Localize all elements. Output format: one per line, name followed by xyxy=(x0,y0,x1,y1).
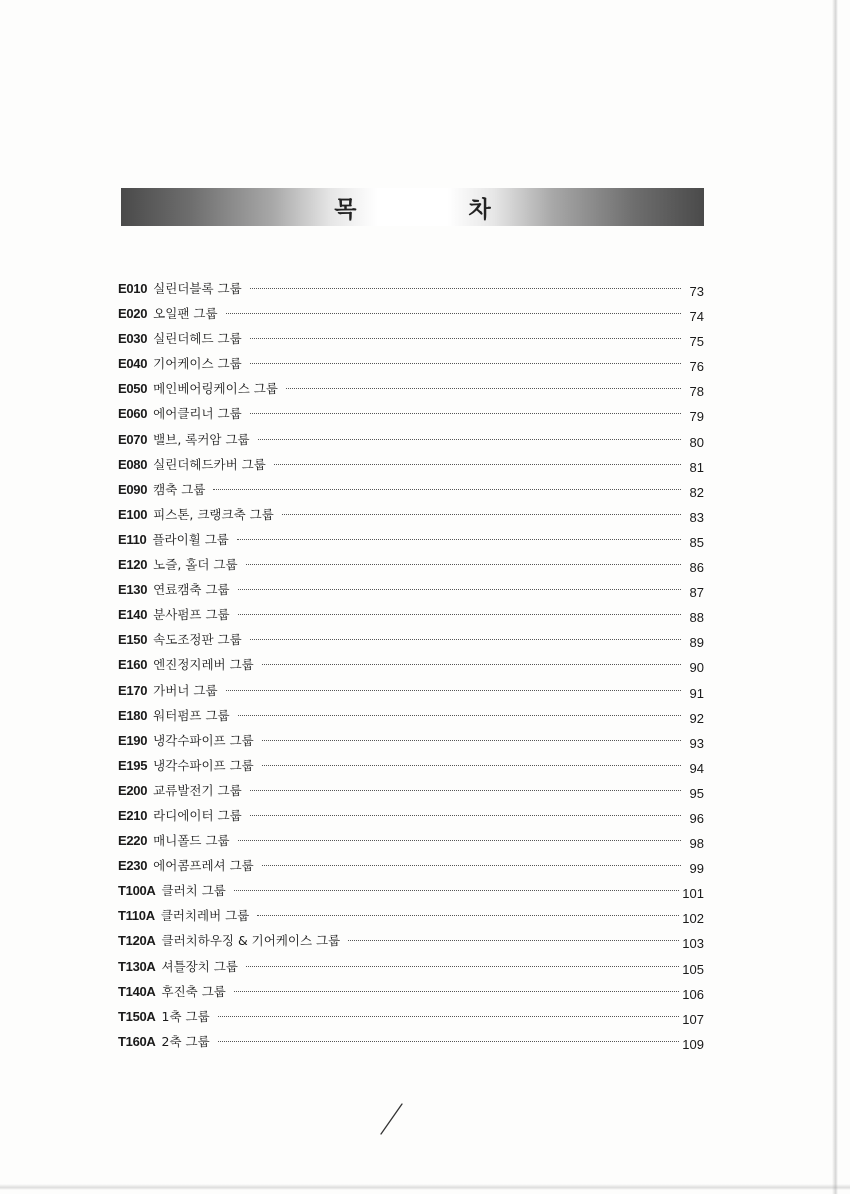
dot-leader xyxy=(218,1016,680,1017)
toc-entry xyxy=(118,728,704,753)
toc-entry xyxy=(118,703,704,728)
page-title: 목 차 xyxy=(334,196,543,223)
toc-entry xyxy=(118,627,704,652)
dot-leader xyxy=(262,765,681,766)
toc-entry-code: T160A xyxy=(118,1033,156,1049)
toc-entry-code: E160 xyxy=(118,657,148,673)
toc-entry-page: 102 xyxy=(682,911,704,927)
toc-entry-page: 99 xyxy=(689,861,704,877)
dot-leader xyxy=(250,288,681,289)
toc-entry-title: 오일팬 그룹 xyxy=(153,306,218,322)
toc-entry-code: T130A xyxy=(118,958,156,974)
toc-entry xyxy=(118,477,704,502)
toc-entry-page: 74 xyxy=(689,309,704,325)
toc-entry-title: 실린더블록 그룹 xyxy=(153,281,242,296)
scan-edge-right xyxy=(832,0,838,1194)
toc-entry xyxy=(118,828,704,853)
toc-entry-code: E090 xyxy=(118,481,148,497)
toc-entry-title: 속도조정판 그룹 xyxy=(153,632,242,648)
toc-entry xyxy=(118,452,704,477)
toc-entry-code: E020 xyxy=(118,306,148,322)
toc-entry xyxy=(118,652,704,677)
toc-entry-page: 103 xyxy=(682,936,704,952)
toc-entry-page: 79 xyxy=(689,409,704,425)
toc-entry xyxy=(118,1029,704,1054)
toc-entry-title: 매니폴드 그룹 xyxy=(153,833,230,849)
toc-entry-page: 80 xyxy=(689,434,704,450)
toc-entry xyxy=(118,928,704,953)
toc-entry-code: E130 xyxy=(118,582,148,598)
table-of-contents xyxy=(118,276,704,1054)
dot-leader xyxy=(226,690,681,691)
toc-entry-code: E050 xyxy=(118,381,148,397)
dot-leader xyxy=(234,991,679,992)
title-banner xyxy=(121,188,704,226)
toc-entry xyxy=(118,376,704,401)
toc-entry-code: E030 xyxy=(118,331,148,347)
toc-entry-title: 실린더헤드카버 그룹 xyxy=(153,456,266,472)
toc-entry-code: E150 xyxy=(118,632,148,648)
toc-entry-title: 엔진정지레버 그룹 xyxy=(153,657,254,673)
dot-leader xyxy=(238,715,681,716)
toc-entry xyxy=(118,753,704,778)
toc-entry-page: 83 xyxy=(689,509,704,525)
dot-leader xyxy=(348,940,679,941)
toc-entry-title: 연료캠축 그룹 xyxy=(153,582,230,598)
toc-entry xyxy=(118,903,704,928)
toc-entry-title: 가버너 그룹 xyxy=(153,682,218,698)
dot-leader xyxy=(250,790,681,791)
toc-entry-title: 2축 그룹 xyxy=(161,1033,210,1049)
toc-entry-code: T110A xyxy=(118,908,155,924)
toc-entry-page: 101 xyxy=(682,886,704,902)
toc-entry xyxy=(118,427,704,452)
toc-entry-title: 셔틀장치 그룹 xyxy=(161,958,238,974)
toc-entry-page: 85 xyxy=(689,534,704,550)
dot-leader xyxy=(238,840,681,841)
toc-entry-page: 106 xyxy=(682,986,704,1002)
dot-leader xyxy=(250,815,681,816)
toc-entry xyxy=(118,1004,704,1029)
toc-entry xyxy=(118,853,704,878)
toc-entry-title: 캠축 그룹 xyxy=(153,481,206,497)
toc-entry xyxy=(118,803,704,828)
toc-entry-code: E190 xyxy=(118,732,148,748)
toc-entry-page: 76 xyxy=(689,359,704,375)
toc-entry-code: E010 xyxy=(118,281,148,296)
toc-entry-code: E180 xyxy=(118,707,148,723)
dot-leader xyxy=(250,639,681,640)
dot-leader xyxy=(250,413,681,414)
toc-entry xyxy=(118,276,704,301)
toc-entry-page: 92 xyxy=(689,710,704,726)
toc-entry-title: 1축 그룹 xyxy=(161,1008,210,1024)
toc-entry-title: 메인베어링케이스 그룹 xyxy=(153,381,278,397)
toc-entry xyxy=(118,678,704,703)
toc-entry-page: 87 xyxy=(689,585,704,601)
toc-entry-title: 후진축 그룹 xyxy=(161,983,226,999)
dot-leader xyxy=(274,464,681,465)
toc-entry xyxy=(118,552,704,577)
toc-entry-code: E200 xyxy=(118,782,148,798)
toc-entry xyxy=(118,778,704,803)
toc-entry-title: 교류발전기 그룹 xyxy=(153,782,242,798)
pen-mark xyxy=(378,1102,408,1136)
dot-leader xyxy=(238,589,681,590)
dot-leader xyxy=(262,865,681,866)
toc-entry-code: E110 xyxy=(118,531,147,547)
scan-edge-bottom xyxy=(0,1184,850,1190)
toc-entry xyxy=(118,979,704,1004)
dot-leader xyxy=(286,388,681,389)
toc-entry-page: 75 xyxy=(689,334,704,350)
dot-leader xyxy=(282,514,681,515)
toc-entry-code: T150A xyxy=(118,1008,156,1024)
toc-entry-code: E040 xyxy=(118,356,148,372)
toc-entry-page: 88 xyxy=(689,610,704,626)
dot-leader xyxy=(246,564,681,565)
dot-leader xyxy=(234,890,679,891)
toc-entry-title: 클러치하우징 & 기어케이스 그룹 xyxy=(161,933,341,949)
toc-entry-title: 냉각수파이프 그룹 xyxy=(153,732,254,748)
toc-entry-title: 라디에이터 그룹 xyxy=(153,807,242,823)
toc-entry-code: E060 xyxy=(118,406,148,422)
toc-entry-title: 기어케이스 그룹 xyxy=(153,356,242,372)
toc-entry-code: E195 xyxy=(118,757,148,773)
toc-entry-page: 73 xyxy=(689,284,704,299)
toc-entry-page: 81 xyxy=(689,459,704,475)
toc-entry-code: E080 xyxy=(118,456,148,472)
toc-entry-title: 에어콤프레셔 그룹 xyxy=(153,858,254,874)
toc-entry-code: E220 xyxy=(118,833,148,849)
toc-entry xyxy=(118,527,704,552)
toc-entry-page: 82 xyxy=(689,484,704,500)
toc-entry-page: 95 xyxy=(689,785,704,801)
dot-leader xyxy=(237,539,681,540)
toc-entry-title: 플라이휠 그룹 xyxy=(152,531,229,547)
toc-entry-page: 78 xyxy=(689,384,704,400)
toc-entry-code: E140 xyxy=(118,607,148,623)
toc-entry-page: 89 xyxy=(689,635,704,651)
toc-entry-title: 워터펌프 그룹 xyxy=(153,707,230,723)
toc-entry-code: E100 xyxy=(118,506,148,522)
dot-leader xyxy=(246,966,679,967)
toc-entry xyxy=(118,602,704,627)
dot-leader xyxy=(250,338,681,339)
toc-entry-page: 98 xyxy=(689,836,704,852)
toc-entry xyxy=(118,577,704,602)
toc-entry-title: 에어클리너 그룹 xyxy=(153,406,242,422)
toc-entry xyxy=(118,954,704,979)
toc-entry-code: E070 xyxy=(118,431,148,447)
dot-leader xyxy=(218,1041,680,1042)
toc-entry-title: 클러치레버 그룹 xyxy=(160,908,250,924)
toc-entry xyxy=(118,878,704,903)
toc-entry-code: E230 xyxy=(118,858,148,874)
dot-leader xyxy=(257,915,679,916)
toc-entry-page: 105 xyxy=(682,961,704,977)
toc-entry-code: E120 xyxy=(118,557,148,573)
dot-leader xyxy=(262,740,681,741)
toc-entry-page: 107 xyxy=(682,1011,704,1027)
toc-entry-page: 86 xyxy=(689,560,704,576)
toc-entry-page: 109 xyxy=(682,1036,704,1052)
dot-leader xyxy=(213,489,681,490)
toc-entry-page: 91 xyxy=(689,685,704,701)
dot-leader xyxy=(238,614,681,615)
toc-entry xyxy=(118,326,704,351)
toc-entry xyxy=(118,502,704,527)
toc-entry-code: T100A xyxy=(118,883,156,899)
toc-entry xyxy=(118,301,704,326)
toc-entry-title: 분사펌프 그룹 xyxy=(153,607,230,623)
dot-leader xyxy=(226,313,681,314)
toc-entry-code: E210 xyxy=(118,807,148,823)
dot-leader xyxy=(258,439,681,440)
dot-leader xyxy=(262,664,681,665)
toc-entry-page: 93 xyxy=(689,735,704,751)
toc-entry xyxy=(118,401,704,426)
toc-entry-title: 피스톤, 크랭크축 그룹 xyxy=(153,506,274,522)
toc-entry-title: 실린더헤드 그룹 xyxy=(153,331,242,347)
toc-entry-title: 노즐, 홀더 그룹 xyxy=(153,557,238,573)
toc-entry-page: 90 xyxy=(689,660,704,676)
dot-leader xyxy=(250,363,681,364)
toc-entry-code: T120A xyxy=(118,933,156,949)
toc-entry-code: E170 xyxy=(118,682,148,698)
toc-entry xyxy=(118,351,704,376)
toc-entry-page: 94 xyxy=(689,760,704,776)
toc-entry-title: 냉각수파이프 그룹 xyxy=(153,757,254,773)
toc-entry-code: T140A xyxy=(118,983,156,999)
toc-entry-title: 밸브, 록커암 그룹 xyxy=(153,431,250,447)
toc-entry-page: 96 xyxy=(689,810,704,826)
toc-entry-title: 클러치 그룹 xyxy=(161,883,226,899)
